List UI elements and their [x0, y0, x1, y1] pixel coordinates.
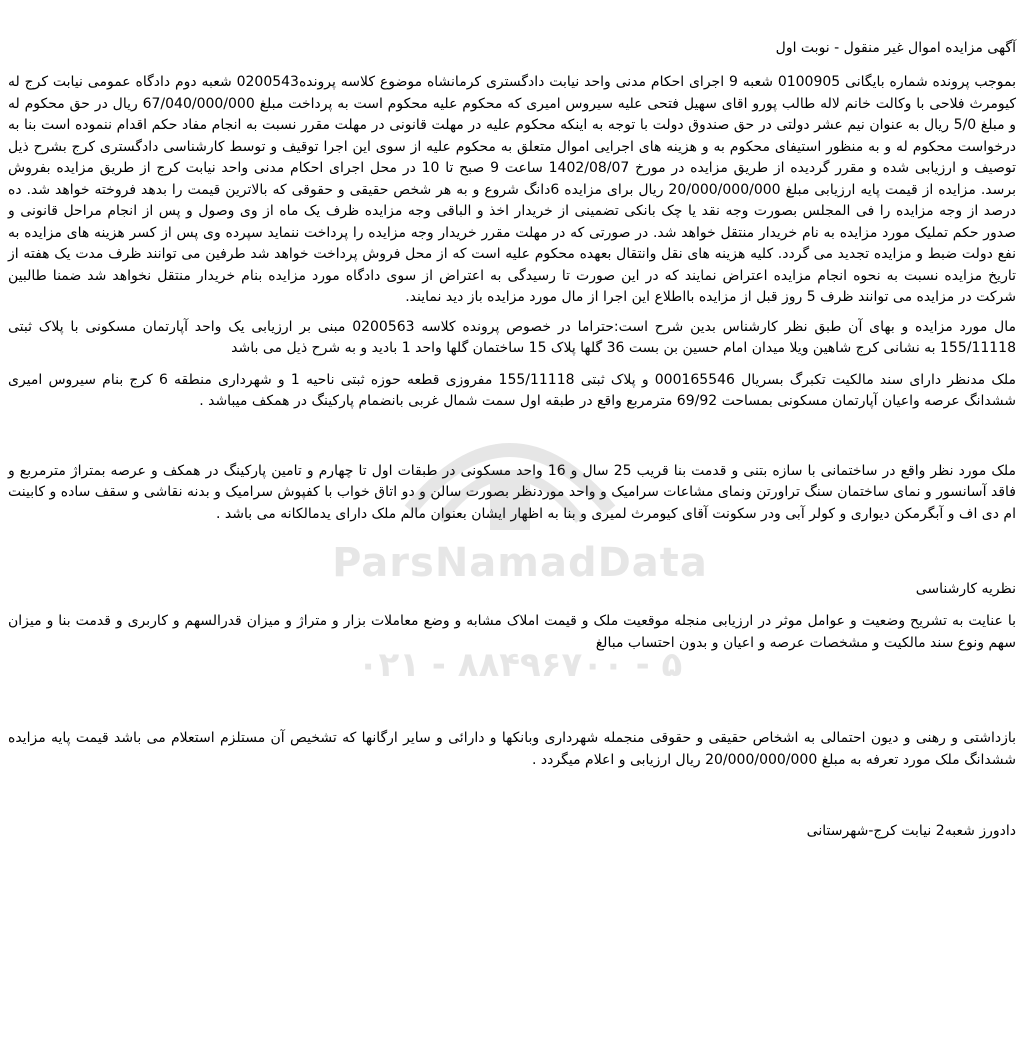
signature-line: دادورز شعبه2 نیابت کرج-شهرستانی [806, 823, 1016, 839]
paragraph-expert-opinion: با عنایت به تشریح وضعیت و عوامل موثر در ارزیابی منجله موقعیت ملک و قیمت املاک مشابه و وضع معاملات بزار و متراژ و میزان قدرالسهم و کاربری و قدمت بنا و میزان سهم ونوع سند مالکیت و مشخصات عرصه و اعیان و بدون احتساب مبالغ [8, 613, 1016, 651]
paragraph-deed-details: ملک مدنظر دارای سند مالکیت تکبرگ بسریال 000165546 و پلاک ثبتی 155/11118 مفروزی قطعه حوزه ثبتی ناحیه 1 و شهرداری منطقه 6 کرج بنام سیروس امیری ششدانگ عرصه واعیان آپارتمان مسکونی بمساحت 69/92 مترمربع واقع در طبقه اول سمت شمال غربی بانضمام پارکینگ در همکف میباشد . [8, 371, 1017, 409]
paragraph-building-description: ملک مورد نظر واقع در ساختمانی با سازه بتنی و قدمت بنا قریب 25 سال و 16 واحد مسکونی در طبقات اول تا چهارم و تامین پارکینگ در همکف و عرصه بمتراژ مترمربع و فاقد آسانسور و نمای ساختمان سنگ تراورتن ونمای مشاعات سرامیک و واحد موردنظر بصورت سالن و دو اتاق خواب با کفپوش سرامیک و بدنه نقاشی و سقف ساده و کابینت ام دی اف و آبگرمکن دیواری و کولر آبی ودر سکونت آقای کیومرث لمیری و بنا به اظهار ایشان بعنوان مالم ملک دارای یدمالکانه می باشد . [8, 462, 1017, 522]
heading-expert-opinion: نظریه کارشناسی [915, 581, 1016, 597]
watermark-brand: ParsNamadData [332, 540, 708, 586]
paragraph-base-price: بازداشتی و رهنی و دیون احتمالی به اشخاص حقیقی و حقوقی منجمله شهرداری وبانکها و دارائی و سایر ارگانها که تشخیص آن مستلزم استعلام می باشد قیمت پایه مزایده ششدانگ ملک مورد تعرفه به مبلغ 20/000/000/000 ریال ارزیابی و اعلام میگردد . [8, 730, 1016, 768]
paragraph-property-appraisal: مال مورد مزایده و بهای آن طبق نظر کارشناس بدین شرح است:حتراما در خصوص پرونده کلاسه 0200563 مبنی بر ارزیابی یک واحد آپارتمان مسکونی با پلاک ثبتی 155/11118 به نشانی کرج شاهین ویلا میدان امام حسین بن بست 36 گلها پلاک 15 ساختمان گلها واحد 1 بادید و به شرح ذیل می باشد [8, 318, 1016, 356]
watermark-phone: ۰۲۱ - ۸۸۴۹۶۷۰۰ - ۵ [357, 645, 683, 685]
paragraph-case-details: بموجب پرونده شماره بایگانی 0100905 شعبه 9 اجرای احکام مدنی واحد نیابت دادگستری کرمانشاه موضوع کلاسه پرونده0200543 شعبه دوم دادگاه عمومی نیابت کرج له کیومرث فلاحی با وکالت خانم لاله طالب پورو اقای سهیل فتحی علیه سیروس امیری که محکوم علیه محکوم است به پرداخت مبلغ 67/040/000/000 ریال در حق محکوم له و مبلغ 5/0 ریال به عنوان نیم عشر دولتی در حق صندوق دولت با توجه به اینکه محکوم علیه در مهلت قانونی در مهلت مقرر نسبت به انجام مفاد حکم اقدام ننموده است بنا به درخواست محکوم له و به منظور استیفای محکوم به و هزینه های اجرایی اموال متعلق به محکوم علیه از سوی این اجرا توقیف و توسط کارشناسی دادگستری کرج بشرح ذیل توصیف و ارزیابی شده و مقرر گردیده از طریق مزایده در مورخ 1402/08/07 ساعت 9 صبح تا 10 در محل اجرای احکام مدنی واحد نیابت کرج از طریق مزایده بفروش برسد. مزایده از قیمت پایه ارزیابی مبلغ 20/000/000/000 ریال برای مزایده 6دانگ شروع و به هر شخص حقیقی و حقوقی که بالاترین قیمت را بدهد فروخته خواهد شد. ده درصد از وجه مزایده را فی المجلس بصورت وجه نقد یا چک بانکی تضمینی از خریدار اخذ و الباقی وجه مزایده ظرف یک ماه از وی وصول و پس از انجام مراحل قانونی و صدور حکم تملیک مورد مزایده به نام خریدار منتقل خواهد شد. در صورتی که در مهلت مقرر خریدار وجه مزایده را پرداخت ننماید سپرده وی پس از کسر هزینه های مزایده به نفع دولت ضبط و مزایده تجدید می گردد. کلیه هزینه های نقل وانتقال بعهده محکوم علیه است که از محل فروش پرداخت خواهد شد طرفین می توانند ظرف مدت یک هفته از تاریخ مزایده نسبت به نحوه انجام مزایده اعتراض نمایند که در این صورت تا رسیدگی به اعتراض از سوی دادگاه مورد مزایده بنام خریدار منتقل نخواهد شد ضمنا طالبین شرکت در مزایده می توانند ظرف 5 روز قبل از مزایده بااطلاع این اجرا از مال مورد مزایده باز دید نمایند. [8, 74, 1016, 305]
notice-title: آگهی مزایده اموال غیر منقول - نوبت اول [775, 40, 1016, 56]
